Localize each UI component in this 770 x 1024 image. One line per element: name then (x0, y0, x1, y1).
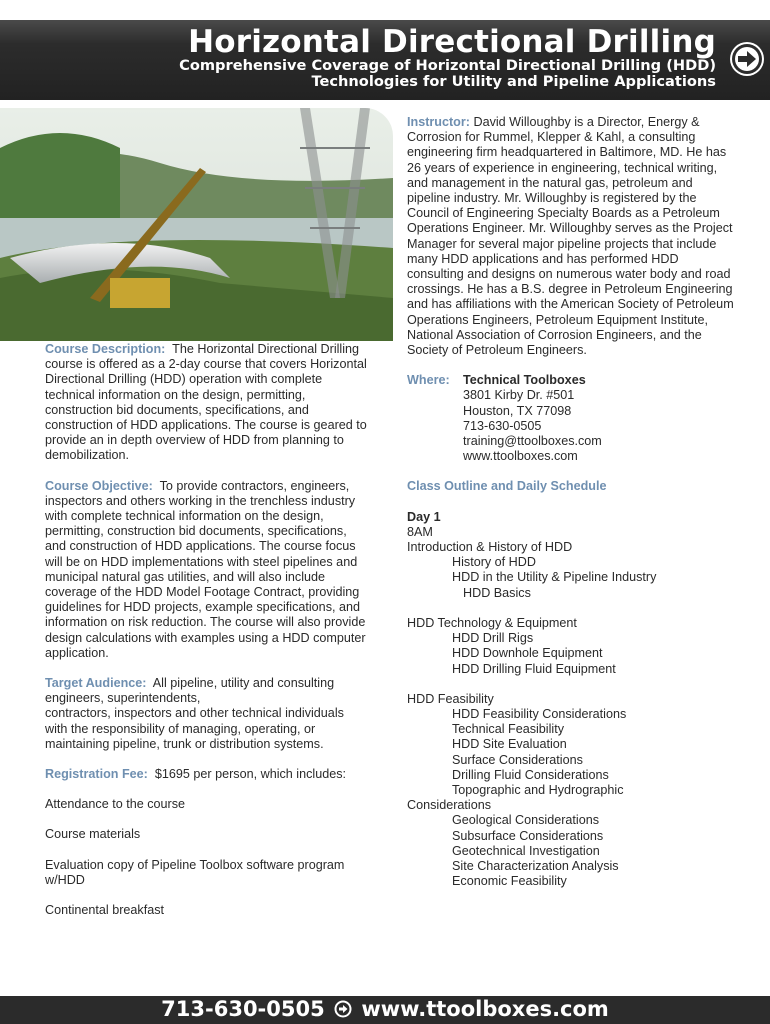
tech-block (407, 616, 737, 677)
course-objective (45, 479, 367, 661)
registration-fee-text: $1695 per person, which includes: (154, 767, 347, 782)
course-objective-label: Course Objective: (45, 478, 153, 493)
outline-item: Site Characterization Analysis (452, 858, 619, 873)
address (463, 373, 602, 464)
outline-item: Geological Considerations (452, 813, 600, 828)
city-state-zip: Houston, TX 77098 (463, 403, 572, 418)
include-item: Continental breakfast (45, 903, 165, 918)
outline-item: Topographic and Hydrographic (452, 782, 624, 797)
outline-item: Surface Considerations (452, 752, 583, 767)
where-label: Where: (407, 373, 450, 388)
left-column (45, 342, 367, 933)
outline-item: HDD Basics (463, 585, 531, 600)
website-link[interactable]: www.ttoolboxes.com (463, 449, 578, 464)
footer-banner (0, 996, 770, 1024)
include-item: Attendance to the course (45, 797, 186, 812)
outline-item: Subsurface Considerations (452, 828, 604, 843)
outline-item: Drilling Fluid Considerations (452, 767, 609, 782)
street-address: 3801 Kirby Dr. #501 (463, 388, 575, 403)
outline-item: HDD in the Utility & Pipeline Industry (452, 570, 657, 585)
email-link[interactable]: training@ttoolboxes.com (463, 434, 602, 449)
section-intro: Introduction & History of HDD (407, 540, 573, 555)
outline-item: Economic Feasibility (452, 874, 567, 889)
target-audience-text-2: contractors, inspectors and other technical individuals with the responsibility of managing, operating, or maintaining pipeline, trunk or distribution systems. (45, 706, 344, 751)
feasibility-block (407, 692, 737, 890)
course-description (45, 342, 367, 464)
phone-number: 713-630-0505 (463, 418, 542, 433)
outline-item: Geotechnical Investigation (452, 843, 600, 858)
include-item: Evaluation copy of Pipeline Toolbox software program w/HDD (45, 857, 345, 887)
day-1-block (407, 510, 737, 601)
registration-fee-label: Registration Fee: (45, 767, 148, 782)
outline-item: HDD Feasibility Considerations (452, 706, 627, 721)
header-banner (0, 20, 770, 100)
footer-website[interactable]: www.ttoolboxes.com (361, 997, 609, 1021)
subtitle-line-2: Technologies for Utility and Pipeline Applications (311, 73, 716, 90)
outline-item: HDD Drilling Fluid Equipment (452, 661, 616, 676)
hdd-site-photo (0, 108, 393, 341)
where-block (407, 373, 737, 464)
target-audience-text-1: All pipeline, utility and consulting engineers, superintendents, (45, 676, 335, 706)
footer-contact (0, 997, 770, 1021)
outline-item: Technical Feasibility (452, 722, 564, 737)
instructor-label: Instructor: (407, 115, 470, 129)
course-objective-text: To provide contractors, engineers, inspectors and others working in the trenchless industry with complete technical information on the design, permitting, construction bid documents, specifications, and construction of HDD applications. The course focus will be on HDD implementations with steel pipelines and municipal natural gas utilities, and will also include coverage of the HDD Model Footage Contract, providing guidelines for HDD projects, example specifications, and information on risk reduction. The course will also provide design calculations with examples using a HDD computer application. (45, 478, 366, 660)
course-description-text: The Horizontal Directional Drilling course is offered as a 2-day course that covers Horizontal Directional Drilling (HDD) operation with complete technical information on the design, permitting, construction bid documents, specifications, and construction of HDD applications. The course is geared to provide an in depth overview of HDD from planning to demobilization. (45, 342, 367, 463)
venue-name: Technical Toolboxes (463, 373, 586, 388)
section-feasibility: HDD Feasibility (407, 691, 494, 706)
start-time: 8AM (407, 524, 433, 539)
registration-fee (45, 767, 367, 782)
outline-item-wrap: Considerations (407, 798, 492, 813)
footer-phone[interactable]: 713-630-0505 (161, 997, 325, 1021)
circle-arrow-right-icon (730, 42, 764, 76)
outline-item: HDD Drill Rigs (452, 631, 534, 646)
include-item: Course materials (45, 827, 141, 842)
outline-item: HDD Downhole Equipment (452, 646, 603, 661)
instructor (407, 115, 737, 358)
right-column (407, 115, 737, 904)
outline-heading: Class Outline and Daily Schedule (407, 479, 607, 494)
instructor-text: David Willoughby is a Director, Energy & Corrosion for Rummel, Klepper & Kahl, a consulting engineering firm headquartered in Baltimore, MD. He has 26 years of experience in engineering, technical writing, and management in the natural gas, petroleum and pipeline industry. Mr. Willoughby is registered by the Council of Engineering Specialty Boards as a Petroleum Operations Engineer. Mr. Willoughby serves as the Project Manager for several major pipeline projects that include many HDD applications and has performed HDD consulting and designs on numerous water body and road crossings. He has a B.S. degree in Petroleum Engineering and has affiliations with the American Society of Petroleum Operations Engineers, Petroleum Equipment Institute, National Association of Corrosion Engineers, and the Society of Petroleum Engineers. (407, 115, 734, 358)
target-audience-label: Target Audience: (45, 676, 147, 691)
subtitle-line-1: Comprehensive Coverage of Horizontal Directional Drilling (HDD) (179, 57, 716, 74)
page-title: Horizontal Directional Drilling (188, 24, 716, 60)
page-subtitle (179, 58, 716, 90)
course-description-label: Course Description: (45, 342, 166, 356)
outline-item: HDD Site Evaluation (452, 737, 567, 752)
outline-item: History of HDD (452, 555, 536, 570)
circle-arrow-right-icon (334, 1000, 352, 1018)
day-label: Day 1 (407, 509, 441, 524)
section-tech: HDD Technology & Equipment (407, 615, 577, 630)
target-audience (45, 676, 367, 752)
